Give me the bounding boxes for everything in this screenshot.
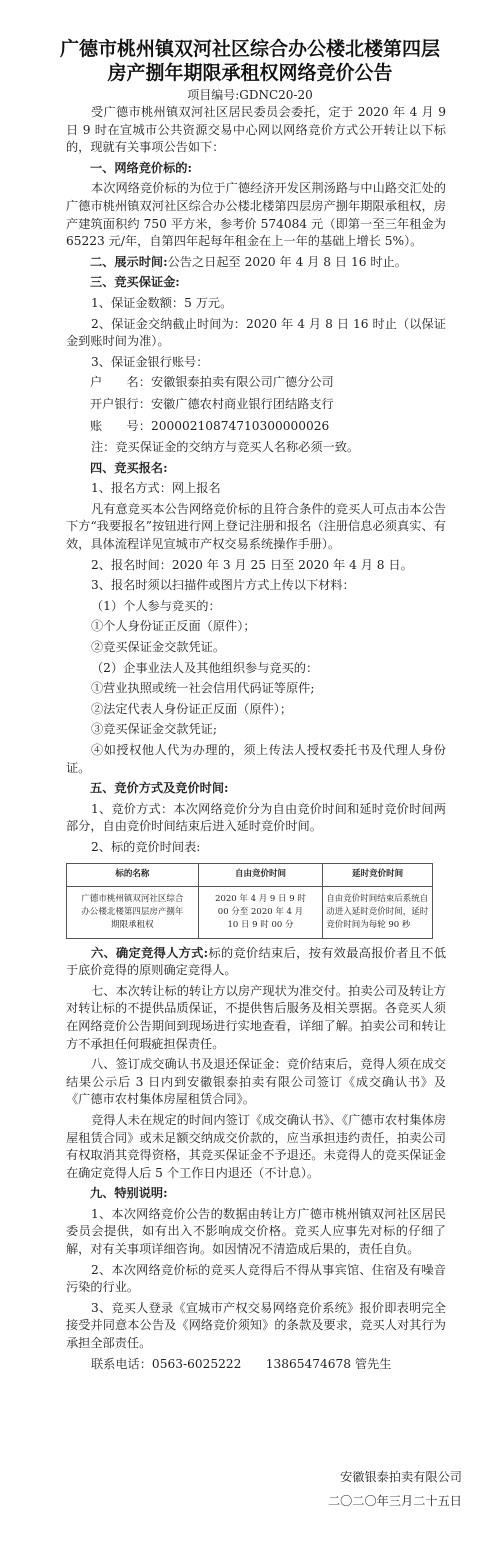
account-number: 20000210874710300000026 xyxy=(150,418,330,433)
section-9-item-2: 2、本次网络竞价标的竞买人竞得后不得从事宾馆、住宿及有噪音污染的行业。 xyxy=(66,1262,446,1295)
section-5-heading-text: 五、竞价方式及竞价时间: xyxy=(90,781,229,796)
section-4-item-1: 1、报名方式：网上报名 xyxy=(91,481,221,496)
section-8-paragraph-2: 竞得人未在规定的时间内签订《成交确认书》、《广德市农村集体房屋租赁合同》或未足额交纳成交价款的，应当承担违约责任，拍卖公司有权取消其竞得资格，其竞买保证金不予退还。未竞得人的竞买保证金在确定竞得人后 5 个工作日内退还（不计息）。 xyxy=(66,1112,446,1180)
section-4-item-1-detail: 凡有意竞买本公告网络竞价标的且符合条件的竞买人可点击本公告下方“我要报名”按钮进行网上登记注册和报名（注册信息必须真实、有效，具体流程详见宣城市产权交易系统操作手册）。 xyxy=(66,501,446,552)
table-header-row xyxy=(67,863,433,886)
section-1-body: 本次网络竞价标的为位于广德经济开发区荆汤路与中山路交汇处的广德市桃州镇双河社区综合办公楼北楼第四层房产捌年期限承租权，房产建筑面积约 750 平方米，参考价 574084 元（即第一至三年租金为 65223 元/年，自第四年起每年租金在上一年的基础上增长 5%）。 xyxy=(66,181,446,249)
cell-extended-bid-time: 自由竞价时间结束后系统自动进入延时竞价时间，延时竞价时间为每轮 90 秒 xyxy=(323,886,433,938)
signature-date: 二〇二〇年三月二十五日 xyxy=(327,1494,462,1508)
cell-free-bid-time: 2020 年 4 月 9 日 9 时 00 分至 2020 年 4 月 10 日 9 时 00 分 xyxy=(198,886,322,938)
section-9-item-3: 3、竞买人登录《宣城市产权交易网络竞价系统》报价即表明完全接受并同意本公告及《网络竞价须知》的条款及要求，竞买人对其行为承担全部责任。 xyxy=(66,1300,446,1351)
section-4-item-2: 2、报名时间：2020 年 3 月 25 日至 2020 年 4 月 8 日。 xyxy=(91,557,413,572)
cell-item-name: 广德市桃州镇双河社区综合办公楼北楼第四层房产捌年期限承租权 xyxy=(67,886,199,938)
enterprise-heading: （2）企事业法人及其他组织参与竞买的： xyxy=(91,660,319,675)
section-9-heading-text: 九、特别说明: xyxy=(90,1186,168,1201)
section-6-heading-text: 六、确定竞得人方式: xyxy=(91,945,209,960)
account-name-row xyxy=(0,374,500,392)
section-5-item-1: 1、竞价方式：本次网络竞价分为自由竞价时间和延时竞价时间两部分，自由竞价时间结束后进入延时竞价时间。 xyxy=(66,801,446,834)
section-2 xyxy=(0,254,500,272)
page-title-line2: 房产捌年期限承租权网络竞价公告 xyxy=(107,62,393,84)
account-bank: 安徽广德农村商业银行团结路支行 xyxy=(150,396,334,411)
section-5-item-2: 2、标的竞价时间表: xyxy=(91,839,201,854)
individual-item-b: ②竞买保证金交款凭证。 xyxy=(91,640,226,655)
bid-schedule-table xyxy=(66,863,433,939)
section-8-paragraph-1: 八、签订成交确认书及退还保证金：竞价结束后，竞得人须在成交结果公示后 3 日内到安徽银泰拍卖有限公司签订《成交确认书》及《广德市农村集体房屋租赁合同》。 xyxy=(66,1057,446,1107)
table-row xyxy=(67,886,433,938)
deposit-note: 注：竞买保证金的交纳方与竞买人名称必须一致。 xyxy=(91,440,360,455)
account-number-row xyxy=(0,418,500,436)
enterprise-item-c: ③竞买保证金交款凭证; xyxy=(91,722,217,737)
page-title-line1: 广德市桃州镇双河社区综合办公楼北楼第四层 xyxy=(59,38,440,60)
enterprise-item-b: ②法定代表人身份证正反面（原件）； xyxy=(91,701,293,716)
section-4-heading xyxy=(0,460,500,478)
account-number-key: 账 号： xyxy=(90,418,151,433)
signature-block xyxy=(328,1468,462,1510)
section-5-heading xyxy=(0,780,500,798)
account-name: 安徽银泰拍卖有限公司广德分公司 xyxy=(150,375,334,390)
individual-item-a: ①个人身份证正反面（原件）； xyxy=(91,619,256,634)
section-4-heading-text: 四、竞买报名: xyxy=(90,460,168,475)
enterprise-item-a: ①营业执照或统一社会信用代码证等原件; xyxy=(91,681,315,696)
section-6-body: 标的竞价结束后，按有效最高报价者且不低于底价竞得的原则确定竞得人。 xyxy=(66,945,447,978)
section-1-heading xyxy=(0,160,500,178)
section-3-heading xyxy=(0,274,500,292)
account-name-key: 户 名： xyxy=(90,375,151,390)
column-header-extended-bid: 延时竞价时间 xyxy=(323,863,433,886)
account-bank-key: 开户银行： xyxy=(90,396,151,411)
enterprise-item-d: ④如授权他人代为办理的，须上传法人授权委托书及代理人身份证。 xyxy=(66,743,446,775)
section-3-heading-text: 三、竞买保证金: xyxy=(90,275,180,290)
section-3-item-3: 3、保证金银行账号： xyxy=(91,354,209,369)
column-header-free-bid: 自由竞价时间 xyxy=(198,863,322,886)
project-number: 项目编号:GDNC20-20 xyxy=(187,88,313,102)
section-2-body: 公告之日起至 2020 年 4 月 8 日 16 时止。 xyxy=(167,254,407,269)
section-6 xyxy=(0,945,500,980)
section-7: 七、本次转让标的转让方以房产现状为准交付。拍卖公司及转让方对转让标的不提供品质保证，不提供售后服务及相关票据。各竞买人须在网络竞价公告期间到现场进行实地查看，详细了解。拍卖公司和转让方不承担任何瑕疵担保责任。 xyxy=(66,983,446,1051)
section-4-item-3: 3、报名时须以扫描件或图片方式上传以下材料： xyxy=(91,578,355,593)
individual-heading: （1）个人参与竞买的： xyxy=(91,598,221,613)
column-header-item: 标的名称 xyxy=(67,863,199,886)
section-9-item-1: 1、本次网络竞价公告的数据由转让方广德市桃州镇双河社区居民委员会提供，如有出入不影响成交价格。竞买人应事先对标的仔细了解，对有关事项详细咨询。如因情况不清造成后果的，责任自负。 xyxy=(66,1206,446,1257)
contact-info: 联系电话：0563-6025222 13865474678 管先生 xyxy=(91,1356,392,1371)
section-3-item-1: 1、保证金数额：5 万元。 xyxy=(91,295,233,310)
section-9-heading xyxy=(0,1185,500,1203)
section-2-heading-text: 二、展示时间: xyxy=(90,254,168,269)
intro-paragraph: 受广德市桃州镇双河社区居民委员会委托，定于 2020 年 4 月 9 日 9 时在宣城市公共资源交易中心网以网络竞价方式公开转让以下标的，现就有关事项公告如下： xyxy=(66,105,446,155)
section-3-item-2: 2、保证金交纳截止时间为：2020 年 4 月 8 日 16 时止（以保证金到账时间为准）。 xyxy=(66,316,446,349)
signature-company: 安徽银泰拍卖有限公司 xyxy=(340,1470,462,1484)
account-bank-row xyxy=(0,396,500,414)
section-1-heading-text: 一、网络竞价标的: xyxy=(90,160,192,175)
